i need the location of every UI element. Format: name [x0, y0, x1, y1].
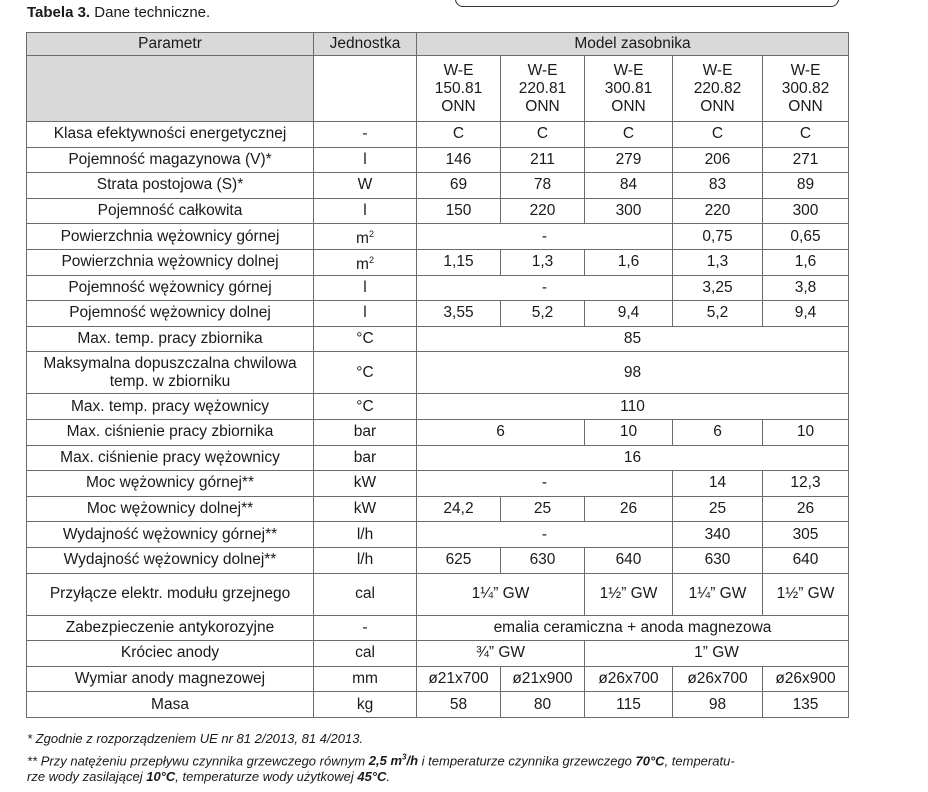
table-row — [27, 275, 849, 301]
value-cell: 26 — [585, 496, 673, 522]
table-caption — [27, 4, 210, 21]
caption-label: Tabela 3. — [27, 4, 91, 21]
value-cell: 1,6 — [763, 249, 849, 275]
table-row — [27, 547, 849, 573]
unit-cell: kg — [314, 692, 417, 718]
model-header-row — [27, 56, 849, 122]
value-cell: 84 — [585, 173, 673, 199]
model-header: W-E 220.81 ONN — [501, 56, 585, 122]
table-row — [27, 692, 849, 718]
value-cell: 6 — [673, 419, 763, 445]
value-cell: 25 — [673, 496, 763, 522]
value-cell: 16 — [417, 445, 849, 471]
value-cell: C — [673, 122, 763, 148]
value-cell: 1,6 — [585, 249, 673, 275]
value-cell: 640 — [585, 547, 673, 573]
header-blank-param — [27, 56, 314, 122]
unit-cell: l — [314, 301, 417, 327]
header-parametr: Parametr — [27, 33, 314, 56]
value-cell: ø21x900 — [501, 666, 585, 692]
value-cell: 5,2 — [673, 301, 763, 327]
param-cell: Powierzchnia wężownicy górnej — [27, 224, 314, 250]
value-cell: 1,3 — [501, 249, 585, 275]
param-cell: Masa — [27, 692, 314, 718]
param-cell: Max. temp. pracy wężownicy — [27, 394, 314, 420]
value-cell: ø26x700 — [585, 666, 673, 692]
value-cell: 115 — [585, 692, 673, 718]
header-blank-unit — [314, 56, 417, 122]
value-cell: 6 — [417, 419, 585, 445]
unit-cell: l — [314, 275, 417, 301]
unit-cell: mm — [314, 666, 417, 692]
header-model-group: Model zasobnika — [417, 33, 849, 56]
value-cell: - — [417, 522, 673, 548]
table-row — [27, 666, 849, 692]
value-cell: 271 — [763, 147, 849, 173]
value-cell: 5,2 — [501, 301, 585, 327]
table-row — [27, 641, 849, 667]
value-cell: 10 — [585, 419, 673, 445]
value-cell: - — [417, 224, 673, 250]
value-cell: 3,8 — [763, 275, 849, 301]
unit-cell: cal — [314, 641, 417, 667]
value-cell: 630 — [673, 547, 763, 573]
table-row — [27, 471, 849, 497]
model-header: W-E 220.82 ONN — [673, 56, 763, 122]
value-cell: 12,3 — [763, 471, 849, 497]
value-cell: ø26x900 — [763, 666, 849, 692]
table-row — [27, 301, 849, 327]
caption-text: Dane techniczne. — [94, 4, 211, 21]
value-cell: 220 — [501, 198, 585, 224]
value-cell: 640 — [763, 547, 849, 573]
page-frame-fragment — [455, 0, 839, 7]
value-cell: 305 — [763, 522, 849, 548]
unit-cell: $m^2$ — [314, 249, 417, 275]
value-cell: - — [417, 471, 673, 497]
unit-cell: l — [314, 198, 417, 224]
param-cell: Klasa efektywności energetycznej — [27, 122, 314, 148]
unit-cell: cal — [314, 573, 417, 615]
table-row — [27, 615, 849, 641]
param-cell: Pojemność całkowita — [27, 198, 314, 224]
value-cell: 3,55 — [417, 301, 501, 327]
value-cell: 211 — [501, 147, 585, 173]
value-cell: 1” GW — [585, 641, 849, 667]
table-row — [27, 249, 849, 275]
table-row — [27, 419, 849, 445]
value-cell: 83 — [673, 173, 763, 199]
param-cell: Maksymalna dopuszczalna chwilowa temp. w zbiorniku — [27, 352, 314, 394]
unit-cell: - — [314, 122, 417, 148]
value-cell: 0,65 — [763, 224, 849, 250]
header-jednostka: Jednostka — [314, 33, 417, 56]
param-cell: Wymiar anody magnezowej — [27, 666, 314, 692]
value-cell: 9,4 — [585, 301, 673, 327]
value-cell: 58 — [417, 692, 501, 718]
unit-cell: °C — [314, 352, 417, 394]
value-cell: 300 — [585, 198, 673, 224]
unit-cell: °C — [314, 326, 417, 352]
param-cell: Zabezpieczenie antykorozyjne — [27, 615, 314, 641]
value-cell: 206 — [673, 147, 763, 173]
value-cell: 85 — [417, 326, 849, 352]
param-cell: Strata postojowa (S)* — [27, 173, 314, 199]
unit-cell: bar — [314, 419, 417, 445]
value-cell: 10 — [763, 419, 849, 445]
param-cell: Max. ciśnienie pracy zbiornika — [27, 419, 314, 445]
value-cell: - — [417, 275, 673, 301]
value-cell: 98 — [673, 692, 763, 718]
table-row — [27, 198, 849, 224]
value-cell: 1,3 — [673, 249, 763, 275]
table-row — [27, 147, 849, 173]
value-cell: emalia ceramiczna + anoda magnezowa — [417, 615, 849, 641]
value-cell: ¾” GW — [417, 641, 585, 667]
value-cell: 1¼” GW — [673, 573, 763, 615]
unit-cell: - — [314, 615, 417, 641]
table-row — [27, 352, 849, 394]
footnote-2: ** Przy natężeniu przepływu czynnika grzewczego równym 2,5 $m^3/h$ i temperaturze czynnika grzewczego 70°C, temperatu- rze wody zasilającej 10°C, temperaturze wody użytkowej 45°C. — [27, 753, 735, 785]
param-cell: Króciec anody — [27, 641, 314, 667]
param-cell: Pojemność wężownicy dolnej — [27, 301, 314, 327]
value-cell: 89 — [763, 173, 849, 199]
param-cell: Max. temp. pracy zbiornika — [27, 326, 314, 352]
unit-cell: l/h — [314, 522, 417, 548]
value-cell: 14 — [673, 471, 763, 497]
value-cell: ø21x700 — [417, 666, 501, 692]
unit-cell: W — [314, 173, 417, 199]
param-cell: Pojemność magazynowa (V)* — [27, 147, 314, 173]
unit-cell: °C — [314, 394, 417, 420]
model-header: W-E 300.82 ONN — [763, 56, 849, 122]
value-cell: 220 — [673, 198, 763, 224]
param-cell: Moc wężownicy górnej** — [27, 471, 314, 497]
value-cell: 1½” GW — [763, 573, 849, 615]
table-row — [27, 173, 849, 199]
footnotes — [27, 731, 887, 788]
footnote-1: * Zgodnie z rozporządzeniem UE nr 81 2/2013, 81 4/2013. — [27, 731, 364, 746]
value-cell: 80 — [501, 692, 585, 718]
table-row — [27, 445, 849, 471]
value-cell: ø26x700 — [673, 666, 763, 692]
value-cell: 26 — [763, 496, 849, 522]
value-cell: 9,4 — [763, 301, 849, 327]
param-cell: Wydajność wężownicy górnej** — [27, 522, 314, 548]
table-row — [27, 522, 849, 548]
param-cell: Wydajność wężownicy dolnej** — [27, 547, 314, 573]
unit-cell: $m^2$ — [314, 224, 417, 250]
param-cell: Przyłącze elektr. modułu grzejnego — [27, 573, 314, 615]
value-cell: 279 — [585, 147, 673, 173]
value-cell: 625 — [417, 547, 501, 573]
param-cell: Powierzchnia wężownicy dolnej — [27, 249, 314, 275]
value-cell: C — [585, 122, 673, 148]
value-cell: 25 — [501, 496, 585, 522]
value-cell: 110 — [417, 394, 849, 420]
value-cell: 1½” GW — [585, 573, 673, 615]
unit-cell: kW — [314, 496, 417, 522]
value-cell: 24,2 — [417, 496, 501, 522]
value-cell: 0,75 — [673, 224, 763, 250]
unit-cell: bar — [314, 445, 417, 471]
table-row — [27, 224, 849, 250]
value-cell: 135 — [763, 692, 849, 718]
table-row — [27, 573, 849, 615]
value-cell: C — [417, 122, 501, 148]
value-cell: 98 — [417, 352, 849, 394]
table-row — [27, 394, 849, 420]
value-cell: 340 — [673, 522, 763, 548]
value-cell: 630 — [501, 547, 585, 573]
param-cell: Pojemność wężownicy górnej — [27, 275, 314, 301]
table-row — [27, 496, 849, 522]
unit-cell: kW — [314, 471, 417, 497]
value-cell: 300 — [763, 198, 849, 224]
technical-data-table — [26, 32, 849, 718]
value-cell: 78 — [501, 173, 585, 199]
unit-cell: l — [314, 147, 417, 173]
value-cell: 69 — [417, 173, 501, 199]
model-header: W-E 300.81 ONN — [585, 56, 673, 122]
value-cell: 1,15 — [417, 249, 501, 275]
header-row — [27, 33, 849, 56]
value-cell: C — [763, 122, 849, 148]
table-row — [27, 122, 849, 148]
value-cell: 146 — [417, 147, 501, 173]
value-cell: 150 — [417, 198, 501, 224]
value-cell: C — [501, 122, 585, 148]
value-cell: 3,25 — [673, 275, 763, 301]
table-row — [27, 326, 849, 352]
unit-cell: l/h — [314, 547, 417, 573]
model-header: W-E 150.81 ONN — [417, 56, 501, 122]
param-cell: Max. ciśnienie pracy wężownicy — [27, 445, 314, 471]
param-cell: Moc wężownicy dolnej** — [27, 496, 314, 522]
value-cell: 1¼” GW — [417, 573, 585, 615]
